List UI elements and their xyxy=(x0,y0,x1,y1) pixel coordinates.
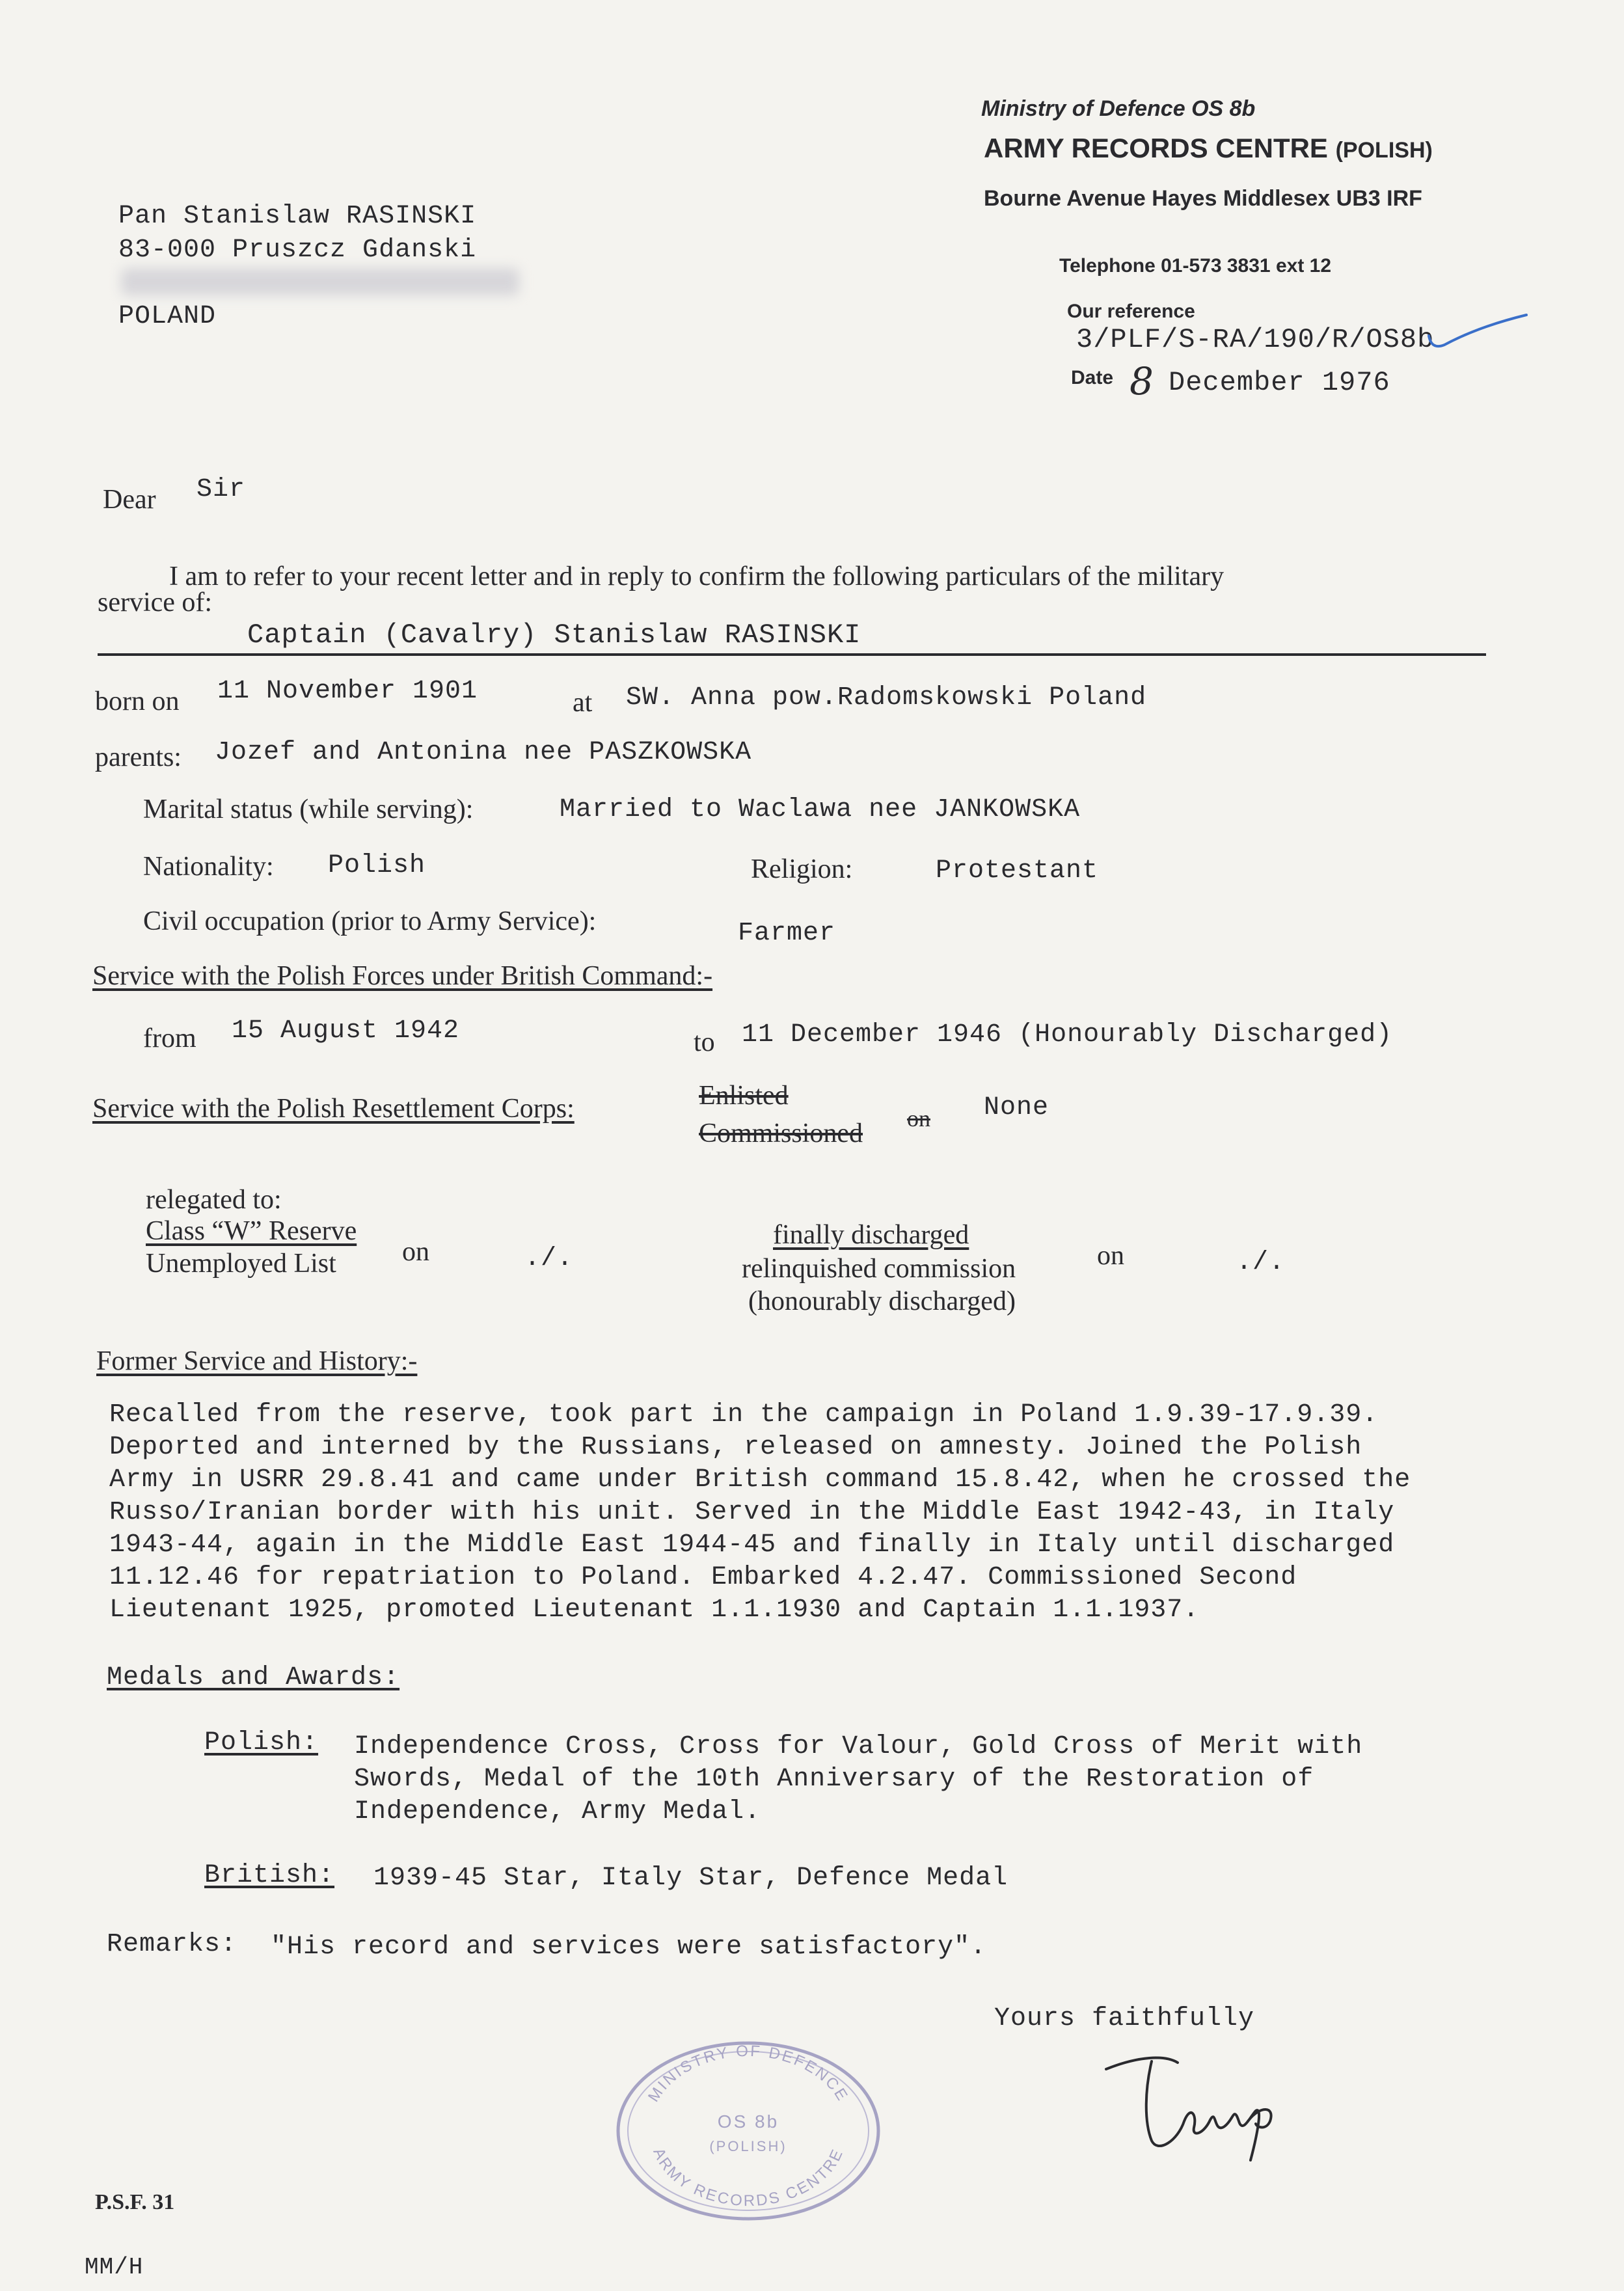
our-reference-label: Our reference xyxy=(1067,301,1195,322)
intro-line-1: I am to refer to your recent letter and in reply to confirm the following particulars of the military xyxy=(169,562,1225,591)
unemployed-list: Unemployed List xyxy=(146,1249,336,1279)
polish-medals-line: Independence Cross, Cross for Valour, Gold Cross of Merit with xyxy=(354,1732,1363,1761)
typist-initials: MM/H xyxy=(85,2254,144,2281)
finally-discharged: finally discharged xyxy=(773,1220,969,1250)
history-line: Deported and interned by the Russians, released on amnesty. Joined the Polish xyxy=(109,1433,1362,1462)
to-label: to xyxy=(694,1027,715,1057)
parents-value: Jozef and Antonina nee PASZKOWSKA xyxy=(215,738,752,767)
marital-label: Marital status (while serving): xyxy=(143,794,474,824)
our-reference: 3/PLF/S-RA/190/R/OS8b xyxy=(1076,324,1435,355)
date-label: Date xyxy=(1071,367,1114,388)
history-line: 1943-44, again in the Middle East 1944-45 and finally in Italy until discharged xyxy=(109,1530,1395,1560)
relegated-to-label: relegated to: xyxy=(146,1185,282,1215)
date-month-year: December 1976 xyxy=(1169,367,1390,398)
ministry-address xyxy=(984,186,1422,211)
form-number: P.S.F. 31 xyxy=(95,2190,175,2214)
relegation-value-1: ./. xyxy=(524,1244,574,1273)
intro-line-2: service of: xyxy=(98,588,213,617)
history-line: 11.12.46 for repatriation to Poland. Embarked 4.2.47. Commissioned Second xyxy=(109,1563,1297,1592)
redacted-street xyxy=(121,268,519,295)
stamp-top: MINISTRY OF DEFENCE xyxy=(644,2042,852,2106)
relegation-on-label-1: on xyxy=(402,1237,429,1267)
at-label: at xyxy=(573,688,593,718)
check-tick-icon xyxy=(1426,310,1530,355)
british-medals: 1939-45 Star, Italy Star, Defence Medal xyxy=(373,1864,1008,1893)
class-w-reserve: Class “W” Reserve xyxy=(146,1216,357,1246)
birthplace: SW. Anna pow.Radomskowski Poland xyxy=(626,683,1147,712)
history-line: Army in USRR 29.8.41 and came under British command 15.8.42, when he crossed the xyxy=(109,1465,1411,1495)
parents-label: parents: xyxy=(95,742,182,772)
polish-medals-line: Independence, Army Medal. xyxy=(354,1797,761,1826)
subject-name: Captain (Cavalry) Stanislaw RASINSKI xyxy=(247,619,861,651)
stamp-middle-1: OS 8b xyxy=(717,2111,779,2132)
from-label: from xyxy=(143,1023,196,1053)
history-heading: Former Service and History:- xyxy=(96,1346,418,1376)
ministry-stamp-icon xyxy=(605,2030,891,2225)
resettlement-on-label: on xyxy=(907,1105,930,1132)
relinquished-commission: relinquished commission xyxy=(742,1254,1016,1284)
polish-medals-label: Polish: xyxy=(204,1728,319,1757)
british-medals-label: British: xyxy=(204,1861,335,1890)
from-date: 15 August 1942 xyxy=(232,1016,460,1046)
history-line: Russo/Iranian border with his unit. Served in the Middle East 1942-43, in Italy xyxy=(109,1498,1395,1527)
subject-rule xyxy=(98,653,1486,656)
remarks-label: Remarks: xyxy=(107,1930,237,1959)
addressee-country: POLAND xyxy=(118,302,217,331)
records-centre-suffix: (POLISH) xyxy=(1335,138,1433,163)
marital-value: Married to Waclawa nee JANKOWSKA xyxy=(560,795,1081,824)
telephone: Telephone 01-573 3831 ext 12 xyxy=(1059,255,1332,277)
salutation-name: Sir xyxy=(196,475,246,504)
religion-value: Protestant xyxy=(936,856,1099,886)
occupation-label: Civil occupation (prior to Army Service): xyxy=(143,906,597,936)
signature-icon xyxy=(1080,2043,1301,2167)
ministry-postcode: UB3 IRF xyxy=(1336,186,1422,211)
relegation-value-2: ./. xyxy=(1236,1248,1286,1277)
resettlement-value: None xyxy=(984,1093,1049,1122)
history-line: Lieutenant 1925, promoted Lieutenant 1.1.1930 and Captain 1.1.1937. xyxy=(109,1595,1200,1625)
born-label: born on xyxy=(95,686,180,716)
history-paragraph xyxy=(109,1399,1411,1627)
nationality-label: Nationality: xyxy=(143,852,274,882)
resettlement-heading: Service with the Polish Resettlement Corps: xyxy=(92,1094,575,1124)
born-date: 11 November 1901 xyxy=(217,677,478,706)
relegation-on-label-2: on xyxy=(1097,1241,1124,1271)
closing: Yours faithfully xyxy=(994,2004,1255,2033)
enlisted-struck: Enlisted xyxy=(699,1081,789,1111)
religion-label: Religion: xyxy=(751,854,853,884)
history-line: Recalled from the reserve, took part in the campaign in Poland 1.9.39-17.9.39. xyxy=(109,1400,1379,1430)
occupation-value: Farmer xyxy=(738,919,836,948)
polish-medals xyxy=(354,1731,1362,1828)
commissioned-struck: Commissioned xyxy=(699,1118,863,1148)
british-service-heading: Service with the Polish Forces under British Command:- xyxy=(92,961,713,991)
salutation: Dear xyxy=(103,485,156,515)
remarks-text: "His record and services were satisfactory". xyxy=(271,1932,987,1962)
stamp-bottom: ARMY RECORDS CENTRE xyxy=(649,2145,847,2210)
addressee-name: Pan Stanislaw RASINSKI xyxy=(118,202,477,231)
nationality-value: Polish xyxy=(328,851,426,880)
medals-heading: Medals and Awards: xyxy=(107,1663,400,1692)
addressee-city: 83-000 Pruszcz Gdanski xyxy=(118,236,477,265)
honourably-discharged: (honourably discharged) xyxy=(748,1286,1016,1316)
records-centre-name: ARMY RECORDS CENTRE xyxy=(984,133,1328,163)
stamp-middle-2: (POLISH) xyxy=(709,2138,787,2154)
polish-medals-line: Swords, Medal of the 10th Anniversary of the Restoration of xyxy=(354,1765,1314,1794)
ministry-line: Ministry of Defence OS 8b xyxy=(981,96,1256,121)
records-centre-title xyxy=(984,133,1433,164)
date-day: 8 xyxy=(1130,359,1154,403)
to-date: 11 December 1946 (Honourably Discharged) xyxy=(742,1020,1393,1050)
ministry-street: Bourne Avenue Hayes Middlesex xyxy=(984,186,1331,211)
